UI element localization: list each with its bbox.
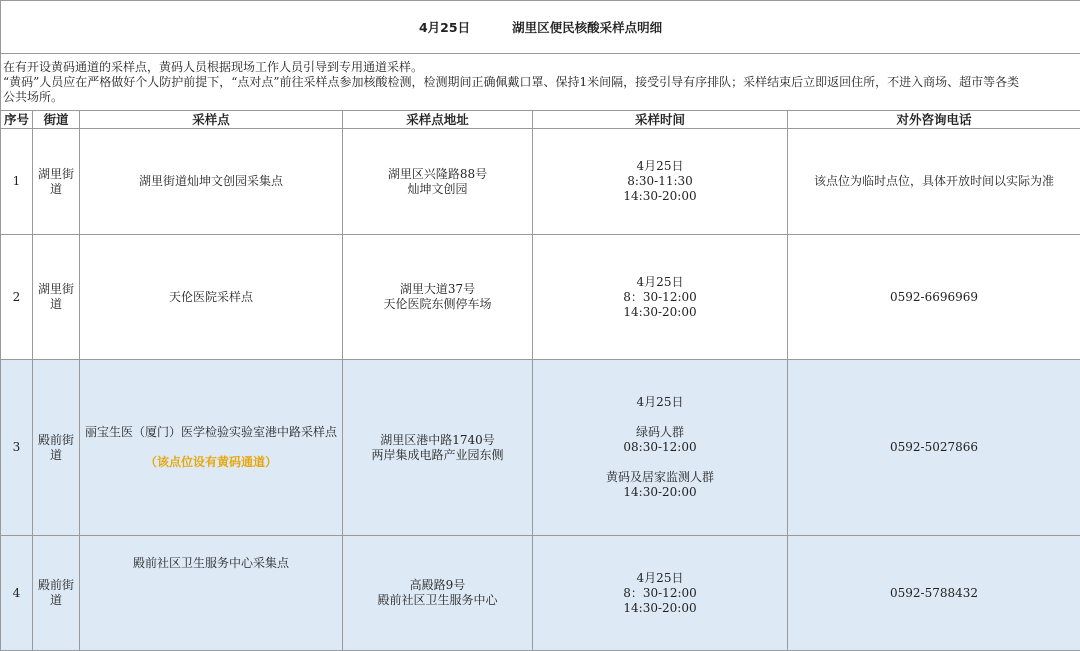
time-line: 4月25日 [533,395,787,410]
row-site: 殿前社区卫生服务中心采集点 [80,536,343,651]
time-line: 8：30-12:00 [533,586,787,601]
header-row [1,111,1080,129]
row-address [343,360,533,536]
row-site: 天伦医院采样点 [80,235,343,360]
row-street [33,235,80,360]
row-address [343,235,533,360]
notice-line-1: 在有开设黄码通道的采样点，黄码人员根据现场工作人员引导到专用通道采样。 [3,60,1078,75]
row-phone: 0592-6696969 [788,235,1080,360]
street-line: 道 [33,182,79,197]
street-line: 道 [33,448,79,463]
time-line: 8：30-12:00 [533,290,787,305]
notice-line-3: 公共场所。 [3,90,1078,105]
title-row [1,1,1080,54]
table-row [1,360,1080,536]
row-time [533,129,788,235]
time-line: 4月25日 [533,275,787,290]
notice-cell [1,54,1080,111]
street-line: 道 [33,593,79,608]
notice-line-2: “黄码”人员应在严格做好个人防护前提下，“点对点”前往采样点参加核酸检测，检测期间正确佩戴口罩、保持1米间隔，接受引导有序排队；采样结束后立即返回住所，不进入商场、超市等各类 [3,75,1078,90]
time-line: 8:30-11:30 [533,174,787,189]
row-time [533,536,788,651]
row-site: 湖里街道灿坤文创园采集点 [80,129,343,235]
row-site [80,360,343,536]
address-line: 高殿路9号 [343,578,532,593]
street-line: 殿前街 [33,433,79,448]
page-title: 湖里区便民核酸采样点明细 [512,20,662,35]
header-site: 采样点 [80,111,343,129]
header-phone: 对外咨询电话 [788,111,1080,129]
address-line: 殿前社区卫生服务中心 [343,593,532,608]
header-address: 采样点地址 [343,111,533,129]
address-line: 天伦医院东侧停车场 [343,297,532,312]
row-address [343,129,533,235]
yellow-code-note: （该点位设有黄码通道） [80,455,342,470]
table-row [1,235,1080,360]
street-line: 湖里街 [33,167,79,182]
table-row [1,129,1080,235]
time-line: 4月25日 [533,159,787,174]
time-line: 14:30-20:00 [533,601,787,616]
notice-row [1,54,1080,111]
time-line: 14:30-20:00 [533,189,787,204]
row-no: 1 [1,129,33,235]
row-phone: 0592-5788432 [788,536,1080,651]
row-street [33,536,80,651]
table-row [1,536,1080,651]
title-cell [1,1,1080,54]
header-no: 序号 [1,111,33,129]
street-line: 道 [33,297,79,312]
row-time [533,360,788,536]
row-street [33,360,80,536]
address-line: 灿坤文创园 [343,182,532,197]
row-phone: 该点位为临时点位，具体开放时间以实际为准 [788,129,1080,235]
time-line: 08:30-12:00 [533,440,787,455]
address-line: 湖里区兴隆路88号 [343,167,532,182]
address-line: 湖里区港中路1740号 [343,433,532,448]
time-line: 4月25日 [533,571,787,586]
row-no: 3 [1,360,33,536]
time-line: 黄码及居家监测人群 [533,470,787,485]
time-line: 14:30-20:00 [533,305,787,320]
title-date: 4月25日 [419,20,470,35]
address-line: 两岸集成电路产业园东侧 [343,448,532,463]
site-name: 丽宝生医（厦门）医学检验实验室港中路采样点 [80,425,342,440]
row-address [343,536,533,651]
time-line: 14:30-20:00 [533,485,787,500]
row-no: 2 [1,235,33,360]
row-street [33,129,80,235]
street-line: 湖里街 [33,282,79,297]
row-time [533,235,788,360]
street-line: 殿前街 [33,578,79,593]
address-line: 湖里大道37号 [343,282,532,297]
header-time: 采样时间 [533,111,788,129]
row-phone: 0592-5027866 [788,360,1080,536]
header-street: 街道 [33,111,80,129]
time-line: 绿码人群 [533,425,787,440]
row-no: 4 [1,536,33,651]
